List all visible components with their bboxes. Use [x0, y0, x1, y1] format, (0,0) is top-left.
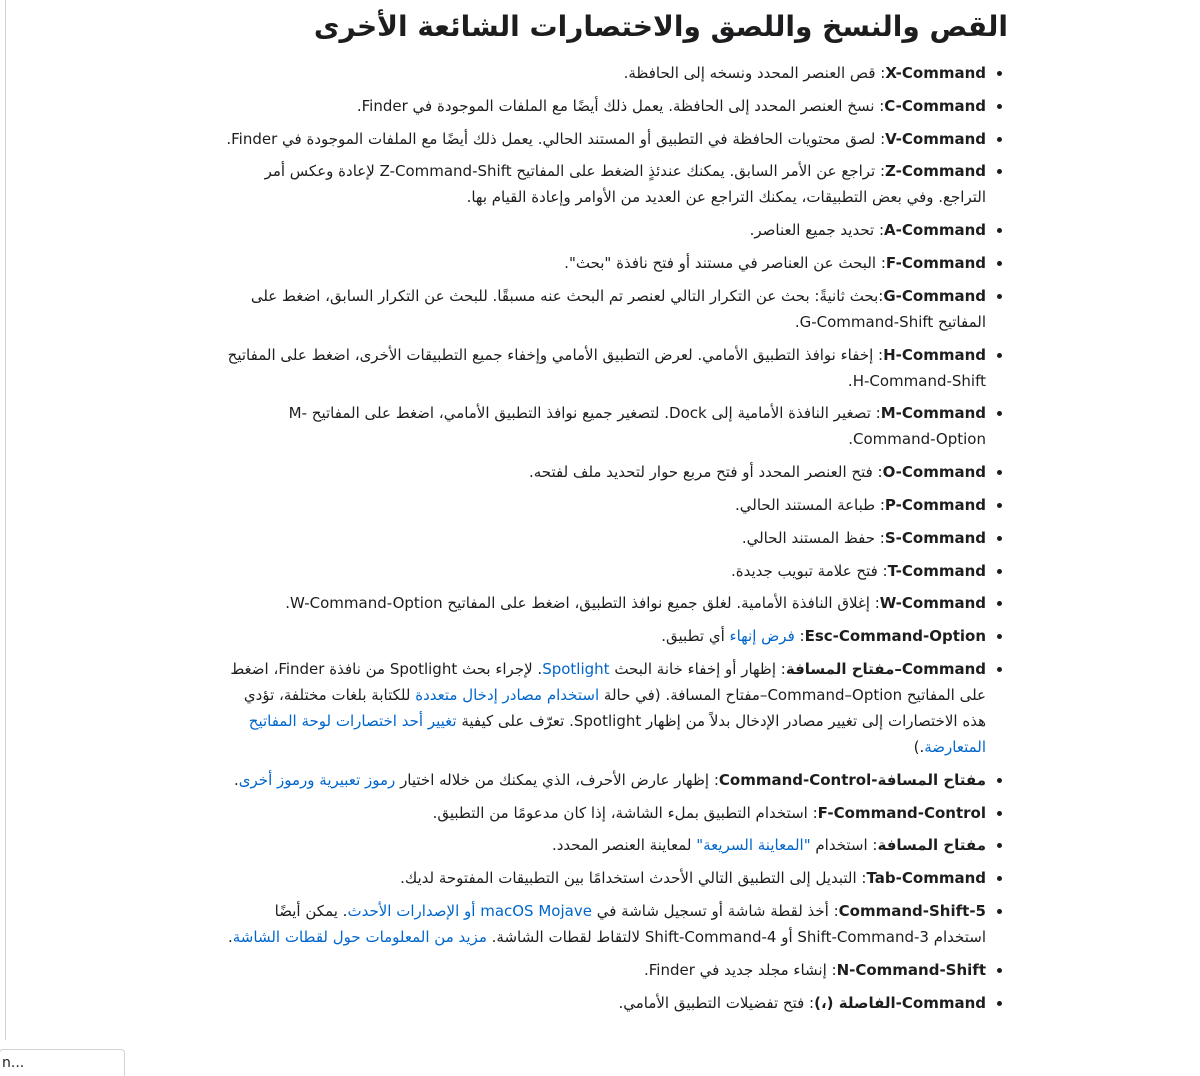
shortcut-key: Tab-Command: [866, 869, 986, 888]
shortcut-item: [218, 525, 986, 551]
shortcut-item: [218, 250, 986, 276]
shortcut-description: : حفظ المستند الحالي.: [741, 528, 885, 547]
shortcut-item: [218, 283, 986, 335]
shortcut-description: : استخدام التطبيق بملء الشاشة، إذا كان مدعومًا من التطبيق.: [432, 803, 818, 822]
shortcut-item: [218, 832, 986, 858]
shortcut-description: : إنشاء مجلد جديد في Finder.: [643, 960, 837, 979]
shortcut-key: F-Command: [885, 253, 986, 272]
shortcut-description: .: [227, 927, 233, 946]
shortcut-description: أي تطبيق.: [661, 627, 730, 646]
shortcut-key: M-Command: [880, 404, 986, 423]
shortcut-key: Esc-Command-Option: [804, 627, 986, 646]
shortcut-description: : تصغير النافذة الأمامية إلى Dock. لتصغير جميع نوافذ التطبيق الأمامي، اضغط على المفاتيح M-Command-Option.: [288, 404, 986, 449]
shortcut-description: :: [794, 627, 805, 646]
shortcut-key: مفتاح المسافة-Command-Control: [718, 770, 986, 789]
shortcut-description: : نسخ العنصر المحدد إلى الحافظة. يعمل ذلك أيضًا مع الملفات الموجودة في Finder.: [356, 96, 885, 115]
shortcut-item: [218, 492, 986, 518]
shortcut-item: [218, 158, 986, 210]
shortcut-item: [218, 590, 986, 616]
shortcut-description: : البحث عن العناصر في مستند أو فتح نافذة "بحث".: [564, 253, 886, 272]
inline-link[interactable]: فرض إنهاء: [729, 627, 795, 646]
shortcut-description: : إظهار عارض الأحرف، الذي يمكنك من خلاله اختيار: [395, 770, 719, 789]
search-field-text: n...: [2, 1055, 25, 1071]
shortcut-description: : لصق محتويات الحافظة في التطبيق أو المستند الحالي. يعمل ذلك أيضًا مع الملفات الموجودة في Finder.: [226, 129, 886, 148]
shortcut-key: A-Command: [884, 221, 986, 240]
shortcut-item: [218, 898, 986, 950]
article-content: [218, 0, 1008, 1022]
shortcut-description: للكتابة بلغات مختلفة، تؤدي هذه الاختصارات إلى تغيير مصادر الإدخال بدلاً من إظهار Spotlight. تعرّف على كيفية: [243, 685, 986, 730]
shortcut-key: C-Command: [884, 96, 986, 115]
shortcut-key: W-Command: [879, 594, 986, 613]
shortcut-item: [218, 767, 986, 793]
shortcut-description: لمعاينة العنصر المحدد.: [551, 836, 697, 855]
shortcut-description: : فتح العنصر المحدد أو فتح مربع حوار لتحديد ملف لفتحه.: [528, 463, 883, 482]
shortcut-key: F-Command-Control: [817, 803, 986, 822]
shortcut-description: : أخذ لقطة شاشة أو تسجيل شاشة في: [591, 901, 839, 920]
shortcut-item: [218, 800, 986, 826]
shortcut-item: [218, 990, 986, 1016]
shortcut-key: V-Command: [885, 129, 986, 148]
shortcut-description: :بحث ثانيةً: بحث عن التكرار التالي لعنصر تم البحث عنه مسبقًا. للبحث عن التكرار السابق، اضغط على المفاتيح G-Command-Shift.: [250, 286, 986, 331]
shortcut-item: [218, 217, 986, 243]
shortcut-item: [218, 400, 986, 452]
search-field-partial[interactable]: [0, 1049, 125, 1076]
inline-link[interactable]: "المعاينة السريعة": [696, 836, 811, 855]
shortcut-item: [218, 93, 986, 119]
shortcut-key: H-Command: [883, 345, 986, 364]
shortcut-description: . يمكن أيضًا استخدام Shift-Command-3 أو Shift-Command-4 لالتقاط لقطات الشاشة.: [274, 901, 986, 946]
shortcut-description: .: [234, 770, 239, 789]
shortcut-item: [218, 865, 986, 891]
shortcut-key: G-Command: [883, 286, 986, 305]
shortcut-description: : استخدام: [810, 836, 878, 855]
shortcut-item: [218, 126, 986, 152]
page-title: القص والنسخ واللصق والاختصارات الشائعة الأخرى: [313, 10, 1008, 43]
shortcut-description: : فتح تفضيلات التطبيق الأمامي.: [618, 993, 815, 1012]
shortcut-item: [218, 60, 986, 86]
inline-link[interactable]: تغيير أحد اختصارات لوحة المفاتيح المتعارضة: [248, 711, 986, 756]
left-divider: [5, 0, 6, 1040]
shortcut-key: مفتاح المسافة: [877, 836, 986, 855]
shortcut-key: Command–مفتاح المسافة: [785, 659, 986, 678]
inline-link[interactable]: مزيد من المعلومات حول لقطات الشاشة: [232, 927, 487, 946]
shortcut-description: : طباعة المستند الحالي.: [734, 495, 885, 514]
shortcut-description: : إخفاء نوافذ التطبيق الأمامي. لعرض التطبيق الأمامي وإخفاء جميع التطبيقات الأخرى، اضغط على المفاتيح H-Command-Shift.: [227, 345, 986, 390]
shortcut-item: [218, 459, 986, 485]
shortcut-key: Command-الفاصلة (،): [814, 993, 986, 1012]
shortcut-description: : تراجع عن الأمر السابق. يمكنك عندئذٍ الضغط على المفاتيح Z-Command-Shift لإعادة وعكس أمر التراجع. وفي بعض التطبيقات، يمكنك التراجع عن العديد من الأوامر وإعادة القيام بها.: [264, 162, 986, 207]
shortcut-description: : فتح علامة تبويب جديدة.: [730, 561, 888, 580]
shortcut-list: [218, 60, 1008, 1016]
shortcut-item: [218, 623, 986, 649]
shortcut-key: Command-Shift-5: [838, 901, 986, 920]
shortcut-item: [218, 342, 986, 394]
shortcut-key: T-Command: [887, 561, 986, 580]
shortcut-description: : التبديل إلى التطبيق التالي الأحدث استخدامًا بين التطبيقات المفتوحة لديك.: [400, 869, 867, 888]
shortcut-item: [218, 656, 986, 760]
shortcut-item: [218, 558, 986, 584]
shortcut-description: . لإجراء بحث Spotlight من نافذة Finder، اضغط على المفاتيح Command–Option–مفتاح المسافة. (في حالة: [230, 659, 986, 704]
shortcut-key: N-Command-Shift: [836, 960, 986, 979]
shortcut-key: O-Command: [882, 463, 986, 482]
shortcut-description: .): [913, 737, 925, 756]
shortcut-item: [218, 957, 986, 983]
shortcut-description: : إغلاق النافذة الأمامية. لغلق جميع نوافذ التطبيق، اضغط على المفاتيح W-Command-Option.: [285, 594, 880, 613]
inline-link[interactable]: استخدام مصادر إدخال متعددة: [415, 685, 600, 704]
shortcut-key: P-Command: [884, 495, 986, 514]
shortcut-description: : تحديد جميع العناصر.: [749, 221, 885, 240]
shortcut-description: : قص العنصر المحدد ونسخه إلى الحافظة.: [623, 64, 886, 82]
inline-link[interactable]: رموز تعبيرية ورموز أخرى: [238, 770, 396, 789]
shortcut-key: S-Command: [884, 528, 986, 547]
inline-link[interactable]: macOS Mojave أو الإصدارات الأحدث: [347, 901, 592, 920]
inline-link[interactable]: Spotlight: [542, 659, 610, 678]
shortcut-key: X-Command: [885, 64, 986, 82]
shortcut-description: : إظهار أو إخفاء خانة البحث: [609, 659, 786, 678]
shortcut-key: Z-Command: [885, 162, 986, 181]
